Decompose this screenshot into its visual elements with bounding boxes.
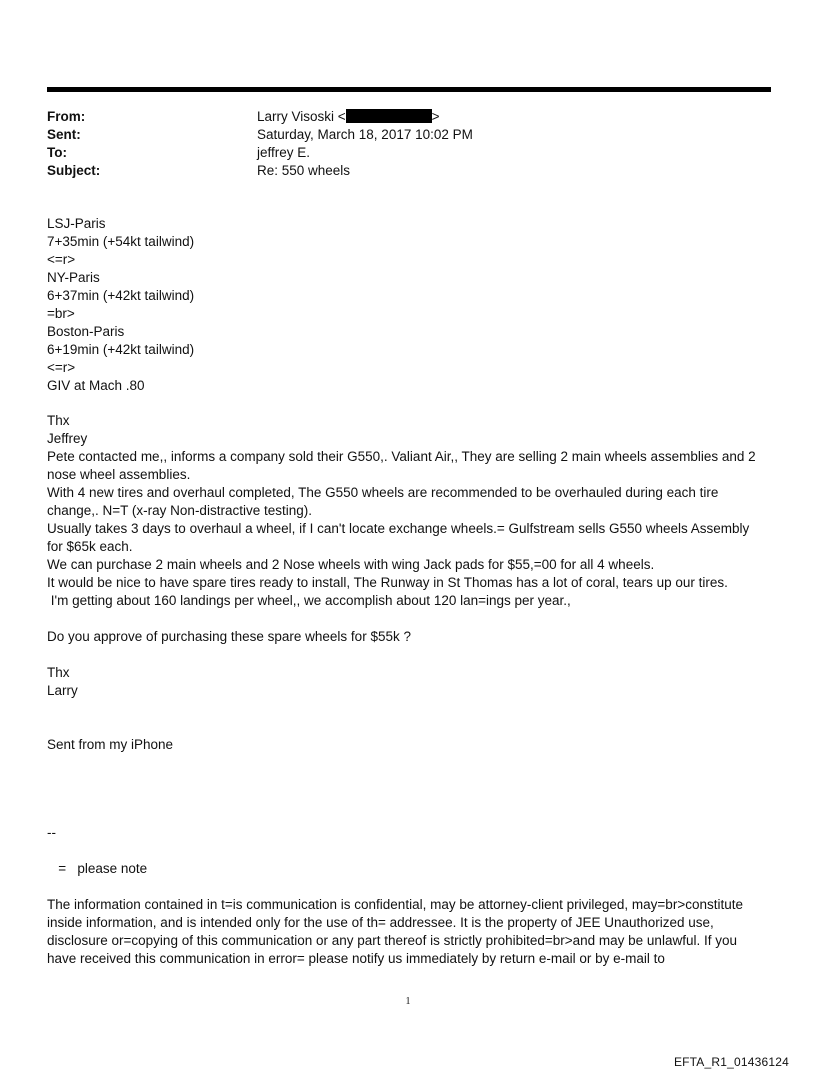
route-line: 7+35min (+54kt tailwind) [47,234,195,249]
routes-block [47,215,767,395]
sent-value: Saturday, March 18, 2017 10:02 PM [257,127,473,142]
route-line: NY-Paris [47,270,100,285]
route-line: <=r> [47,252,76,267]
subject-value: Re: 550 wheels [257,163,351,178]
message-paragraph: Usually takes 3 days to overhaul a wheel, if I can't locate exchange wheels.= Gulfstream sells G550 wheels Assembly for $65k each. [47,521,750,554]
route-line: GIV at Mach .80 [47,378,145,393]
message-paragraph: Pete contacted me,, informs a company sold their G550,. Valiant Air,, They are selling 2 main wheels assemblies and 2 nose wheel assemblies. [47,449,756,482]
message-paragraph: We can purchase 2 main wheels and 2 Nose wheels with wing Jack pads for $55,=00 for all 4 wheels. [47,557,655,572]
signature-separator: -- [47,825,56,840]
message-paragraph: With 4 new tires and overhaul completed, The G550 wheels are recommended to be overhauled during each tire change,. N=T (x-ray Non-distractive testing). [47,485,719,518]
from-name: Larry Visoski < [257,109,346,124]
to-label: To: [47,145,67,160]
message-body [47,448,767,610]
question-line: Do you approve of purchasing these spare wheels for $55k ? [47,629,411,644]
message-paragraph: I'm getting about 160 landings per wheel,, we accomplish about 120 lan=ings per year., [47,593,571,608]
from-value [257,108,440,126]
document-id: EFTA_R1_01436124 [673,1055,789,1069]
from-tail: > [431,109,440,124]
route-line: <=r> [47,360,76,375]
redaction-box [346,109,432,123]
route-line: Boston-Paris [47,324,125,339]
note-line: = please note [47,861,148,876]
signature-name: Larry [47,683,78,698]
subject-label: Subject: [47,163,101,178]
route-line: =br> [47,306,75,321]
signoff-line: Thx [47,665,70,680]
disclaimer-block [47,896,767,968]
sent-from-line: Sent from my iPhone [47,737,174,752]
signature-larry [47,664,767,700]
to-value: jeffrey E. [257,145,311,160]
signature-jeffrey [47,412,767,448]
signature-name: Jeffrey [47,431,88,446]
route-line: LSJ-Paris [47,216,106,231]
header-rule [47,87,771,92]
page-number: 1 [405,996,411,1007]
message-paragraph: It would be nice to have spare tires ready to install, The Runway in St Thomas has a lot of coral, tears up our tires. [47,575,728,590]
signoff-line: Thx [47,413,70,428]
route-line: 6+37min (+42kt tailwind) [47,288,195,303]
route-line: 6+19min (+42kt tailwind) [47,342,195,357]
from-label: From: [47,109,86,124]
sent-label: Sent: [47,127,81,142]
disclaimer-text: The information contained in t=is communication is confidential, may be attorney-client privileged, may=br>constitute inside information, and is intended only for the use of th= addressee. It is the property of JEE Unauthorized use, disclosure or=copying of this communication or any part thereof is strictly prohibited=br>and may be unlawful. If you have received this communication in error= please notify us immediately by return e-mail or by e-mail to [47,897,743,966]
